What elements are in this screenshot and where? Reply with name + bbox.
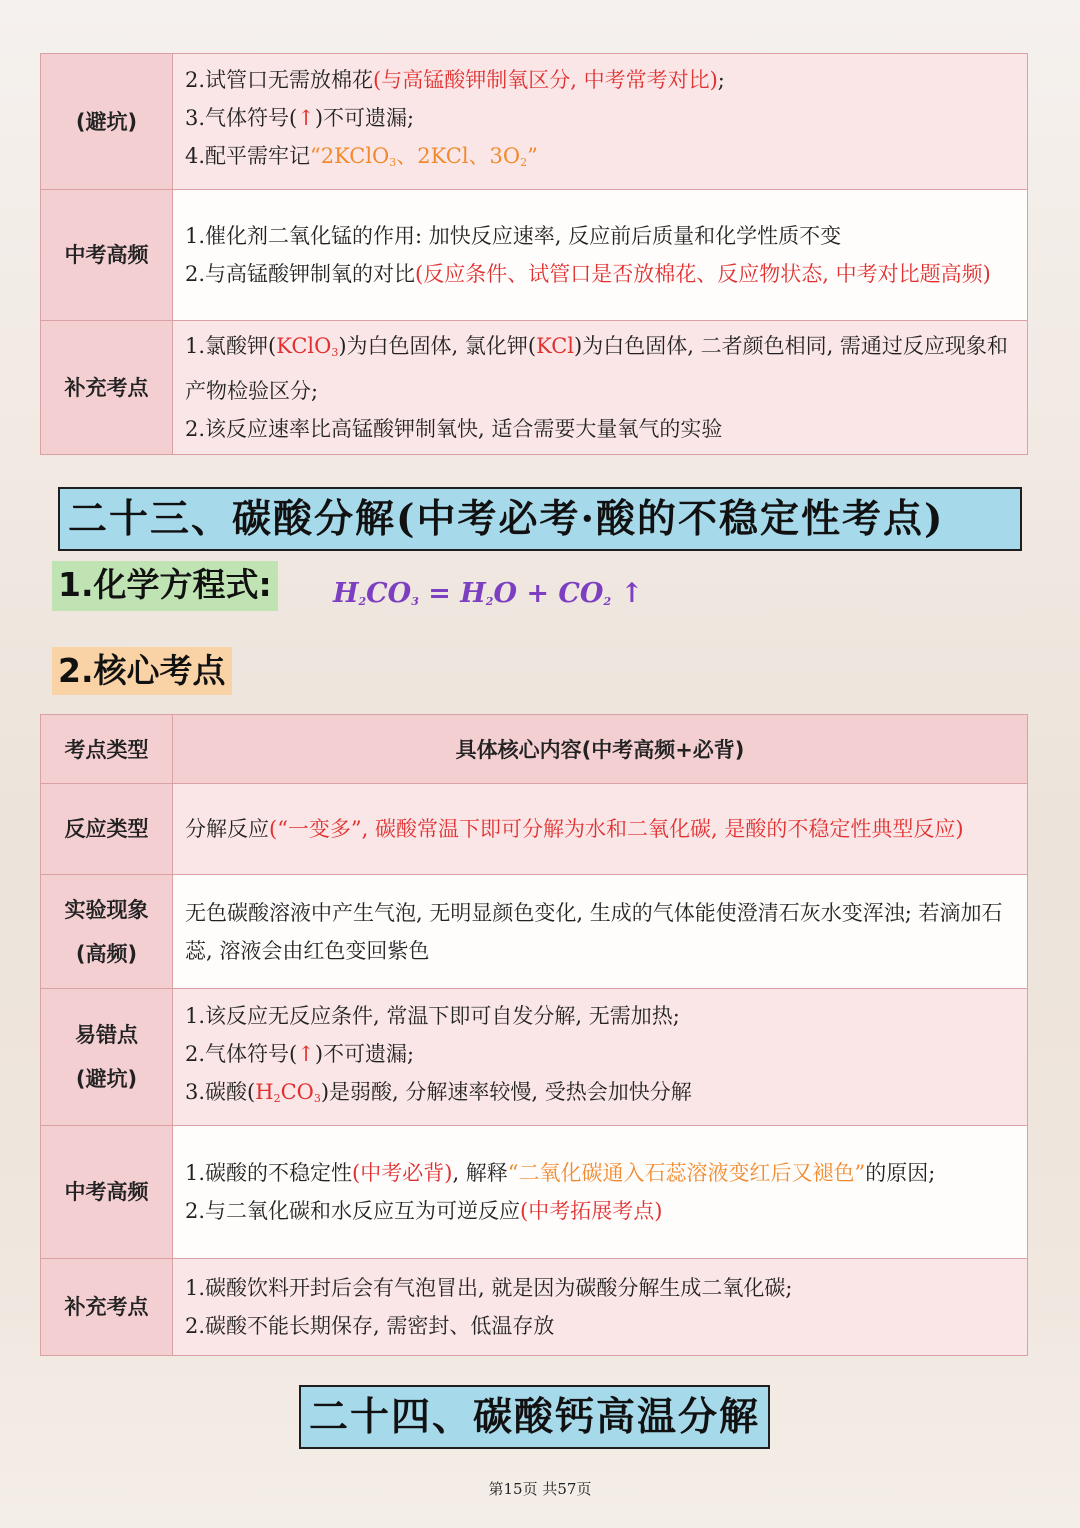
content-line: 2.碳酸不能长期保存, 需密封、低温存放: [185, 1314, 555, 1338]
content-line: 1.氯酸钾(KClO$_3$)为白色固体, 氯化钾(KCl)为白色固体, 二者颜色相同, 需通过反应现象和产物检验区分;: [185, 334, 1008, 403]
row-label: 中考高频: [41, 190, 173, 321]
subheading-core-points: 2.核心考点: [52, 647, 232, 695]
content-line: 3.气体符号(↑)不可遗漏;: [185, 106, 415, 130]
row-label: 补充考点: [41, 1259, 173, 1356]
row-content: [173, 1126, 1028, 1259]
row-content: [173, 989, 1028, 1126]
content-line: 3.碳酸$(H_2CO_3)$是弱酸, 分解速率较慢, 受热会加快分解: [185, 1079, 692, 1105]
row-label: 实验现象 (高频): [41, 875, 173, 989]
carbonic-acid-table: [40, 714, 1028, 1356]
row-label: 补充考点: [41, 321, 173, 455]
table-header-row: [41, 715, 1028, 784]
row-label: (避坑): [41, 54, 173, 190]
content-line: 1.该反应无反应条件, 常温下即可自发分解, 无需加热;: [185, 1003, 680, 1028]
row-content: [173, 875, 1028, 989]
table-row: [41, 784, 1028, 875]
content-line: 2.与高锰酸钾制氧的对比(反应条件、试管口是否放棉花、反应物状态, 中考对比题高频): [185, 262, 991, 286]
header-col-type: 考点类型: [41, 715, 173, 784]
content-line: 1.碳酸饮料开封后会有气泡冒出, 就是因为碳酸分解生成二氧化碳;: [185, 1276, 793, 1300]
content-line: 2.该反应速率比高锰酸钾制氧快, 适合需要大量氧气的实验: [185, 417, 723, 441]
row-label: 易错点 (避坑): [41, 989, 173, 1126]
row-content: [173, 321, 1028, 455]
section-title-24: 二十四、碳酸钙高温分解: [299, 1385, 770, 1449]
row-content: [173, 190, 1028, 321]
content-line: 分解反应(“一变多”, 碳酸常温下即可分解为水和二氧化碳, 是酸的不稳定性典型反应): [185, 817, 964, 841]
content-line: 无色碳酸溶液中产生气泡, 无明显颜色变化, 生成的气体能使澄清石灰水变浑浊; 若滴加石蕊, 溶液会由红色变回紫色: [185, 900, 1003, 963]
kclo3-table: [40, 53, 1028, 455]
content-line: 4.配平需牢记“2KClO$_3$、2KCl、$3O_2$”: [185, 144, 538, 169]
table-row: [41, 54, 1028, 190]
table-row: [41, 875, 1028, 989]
content-line: 2.气体符号(↑)不可遗漏;: [185, 1041, 415, 1066]
row-content: [173, 54, 1028, 190]
row-content: [173, 784, 1028, 875]
content-line: 1.碳酸的不稳定性(中考必背), 解释“二氧化碳通入石蕊溶液变红后又褪色”的原因;: [185, 1161, 936, 1185]
page-number: 第15页 共57页: [488, 1480, 592, 1498]
section-title-23: 二十三、碳酸分解(中考必考·酸的不稳定性考点): [58, 487, 1022, 551]
content-line: 2.与二氧化碳和水反应互为可逆反应(中考拓展考点): [185, 1199, 663, 1223]
subheading-equation: 1.化学方程式:: [52, 561, 278, 611]
table-row: [41, 1259, 1028, 1356]
header-col-content: 具体核心内容(中考高频+必背): [173, 715, 1028, 784]
content-line: 2.试管口无需放棉花(与高锰酸钾制氧区分, 中考常考对比);: [185, 68, 725, 92]
table-row: [41, 190, 1028, 321]
content-line: 1.催化剂二氧化锰的作用: 加快反应速率, 反应前后质量和化学性质不变: [185, 224, 842, 248]
table-row: [41, 321, 1028, 455]
table-row: [41, 1126, 1028, 1259]
table-row: [41, 989, 1028, 1126]
row-label: 反应类型: [41, 784, 173, 875]
chemical-equation: $H_2CO_3 = H_2O + CO_2$ ↑: [333, 578, 644, 609]
row-label: 中考高频: [41, 1126, 173, 1259]
row-content: [173, 1259, 1028, 1356]
